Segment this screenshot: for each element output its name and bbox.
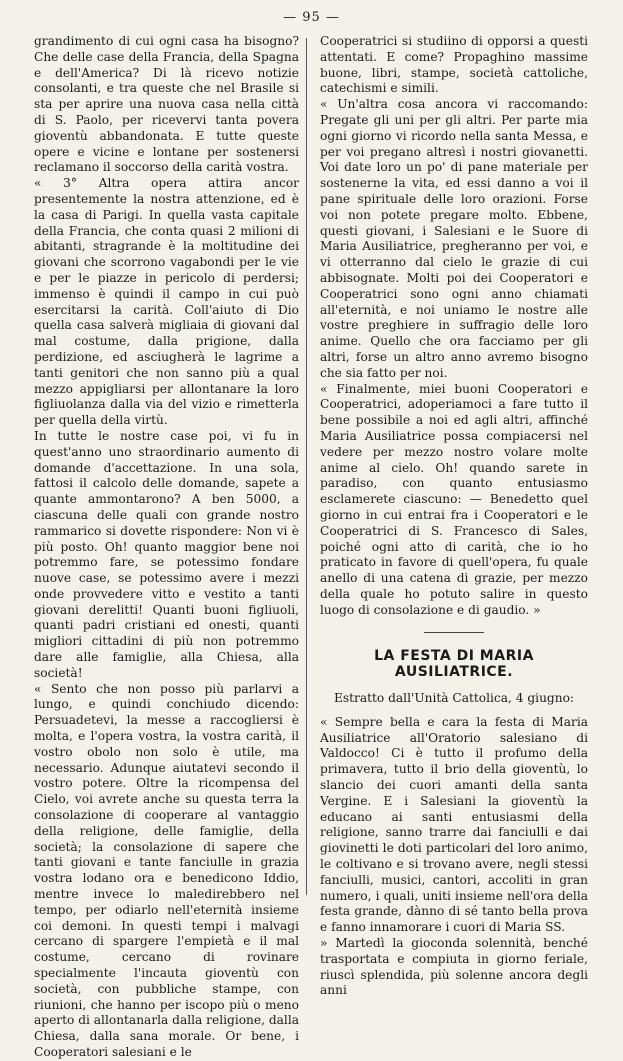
section-separator: [424, 632, 484, 633]
paragraph: grandimento di cui ogni casa ha bisogno? Che delle case della Francia, della Spagna e dell'America? Di là ricevo notizie consolanti, e tra queste che nel Brasile si sta per aprire una nuova casa nella città di S. Paolo, per ricevervi tanta povera gioventù abbandonata. E tutte queste opere e vicine e lontane per sostenersi reclamano il soccorso della carità vostra.: [34, 34, 299, 175]
paragraph: Cooperatrici si studiino di opporsi a questi attentati. E come? Propaghino massime buone, libri, stampe, società cattoliche, catechismi e simili.: [320, 34, 588, 96]
article-byline: Estratto dall'Unità Cattolica, 4 giugno:: [333, 691, 575, 706]
paragraph: In tutte le nostre case poi, vi fu in quest'anno uno straordinario aumento di domande d'accettazione. In una sola, fattosi il calcolo delle domande, sapete a quante ammontarono? A ben 5000, a ciascuna delle quali con grande nostro rammarico si dovette rispondere: Non vi è più posto. Oh! quanto maggior bene noi potremmo fare, se potessimo fondare nuove case, se potessimo avere i mezzi onde provvedere vitto e vestito a tanti giovani derelitti! Quanti buoni figliuoli, quanti padri cristiani ed onesti, quanti migliori cittadini di più non potremmo dare alle famiglie, alla Chiesa, alla società!: [34, 428, 299, 680]
paragraph: « 3° Altra opera attira ancor presentemente la nostra attenzione, ed è la casa di Parigi. In quella vasta capitale della Francia, che conta quasi 2 milioni di abitanti, stragrande è la moltitudine dei giovani che scorrono vagabondi per le vie e per le piazze in pericolo di perdersi; immenso è quindi il campo in cui può esercitarsi la carità. Coll'aiuto di Dio quella casa salverà migliaia di giovani dal mal costume, dalla prigione, dalla perdizione, ed asciugherà le lagrime a tanti genitori che non sanno più a qual mezzo appigliarsi per allontanare la loro figliuolanza dalla via del vizio e rimetterla per quella della virtù.: [34, 176, 299, 428]
page-number: — 95 —: [283, 10, 340, 25]
paragraph: « Sempre bella e cara la festa di Maria Ausiliatrice all'Oratorio salesiano di Valdocco! Ci è tutto il profumo della primavera, tutto il brio della gioventù, lo slancio dei cuori amanti della santa Vergine. E i Salesiani la gioventù la educano ai santi entusiasmi della religione, sanno trarre dai fanciulli e dai giovinetti le doti particolari del loro animo, le coltivano e si trovano avere, negli stessi fanciulli, musici, cantori, accoliti in gran numero, i quali, uniti insieme nell'ora della festa grande, dànno di sé tanto bella prova e fanno innamorare i cuori di Maria SS.: [320, 714, 588, 935]
paragraph: « Sento che non posso più parlarvi a lungo, e quindi conchiudo dicendo: Persuadetevi, la messe a raccogliersi è molta, e l'opera vostra, la vostra carità, il vostro obolo non solo è utile, ma necessario. Adunque aiutatevi secondo il vostro potere. Oltre la ricompensa del Cielo, voi avrete anche su questa terra la consolazione di cooperare al vantaggio della religione, delle famiglie, della società; la consolazione di sapere che tanti giovani e tante fanciulle in grazia vostra lodano ora e benedicono Iddio, mentre invece lo maledirebbero nel tempo, per odiarlo nell'eternità insieme coi demoni. In questi tempi i malvagi cercano di spargere l'empietà e il mal costume, cercano di rovinare specialmente l'incauta gioventù con società, con pubbliche stampe, con riunioni, che hanno per iscopo più o meno aperto di allontanarla dalla religione, dalla Chiesa, dalla sana morale. Or bene, i Cooperatori salesiani e le: [34, 681, 299, 1059]
column-divider: [306, 38, 307, 895]
paragraph: « Un'altra cosa ancora vi raccomando: Pregate gli uni per gli altri. Per parte mia ogni giorno vi ricordo nella santa Messa, e per voi pregano altresì i nostri giovanetti. Voi date loro un po' di pane materiale per sostenerne la vita, ed essi danno a voi il pane spirituale delle loro orazioni. Forse voi non potete pregare molto. Ebbene, questi giovani, i Salesiani e le Suore di Maria Ausiliatrice, pregheranno per voi, e vi otterranno dal cielo le grazie di cui abbisognate. Molti poi dei Cooperatori e Cooperatrici sono ogni anno chiamati all'eternità, e noi uniamo le nostre alle vostre preghiere in suffragio delle loro anime. Quello che ora facciamo per gli altri, forse un altro anno avremo bisogno che sia fatto per noi.: [320, 97, 588, 380]
section-heading: LA FESTA DI MARIA AUSILIATRICE.: [374, 648, 534, 681]
paragraph: » Martedì la gioconda solennità, benché trasportata e compiuta in giorno feriale, riuscì splendida, più solenne ancora degli anni: [320, 936, 588, 998]
right-column: [320, 34, 588, 999]
paragraph: « Finalmente, miei buoni Cooperatori e Cooperatrici, adoperiamoci a fare tutto il bene possibile a noi ed agli altri, affinché Maria Ausiliatrice possa compiacersi nel vedere per mezzo nostro volare molte anime al cielo. Oh! quando sarete in paradiso, con quanto entusiasmo esclamerete ciascuno: — Benedetto quel giorno in cui entrai fra i Cooperatori e le Cooperatrici di S. Francesco di Sales, poiché ogni atto di carità, che io ho praticato in favore di quell'opera, fu quale anello di una catena di grazie, per mezzo della quale ho potuto salire in questo luogo di consolazione e di gaudio. »: [320, 381, 588, 617]
